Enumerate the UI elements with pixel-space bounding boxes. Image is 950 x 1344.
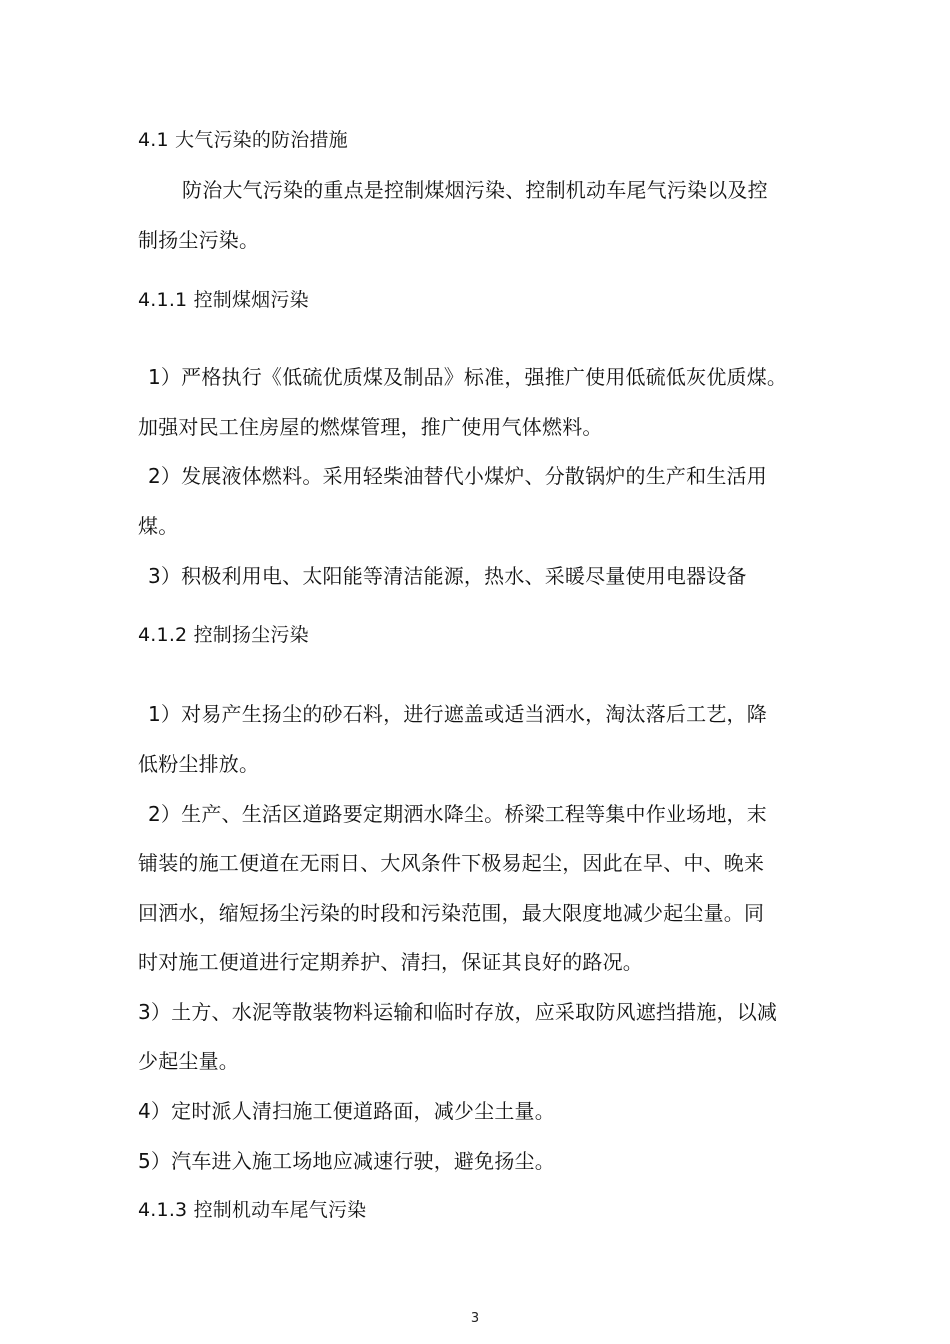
intro-line-1: 防治大气污染的重点是控制煤烟污染、控制机动车尾气污染以及控 (182, 178, 768, 202)
item-4-1-2-line-9: 4）定时派人清扫施工便道路面，减少尘土量。 (138, 1099, 555, 1123)
intro-line-2: 制扬尘污染。 (138, 228, 260, 252)
subsection-title-4-1-2: 4.1.2 控制扬尘污染 (138, 624, 309, 646)
item-4-1-1-line-4: 煤。 (138, 514, 179, 538)
item-4-1-2-line-10: 5）汽车进入施工场地应减速行驶，避免扬尘。 (138, 1149, 555, 1173)
item-4-1-2-line-5: 回洒水，缩短扬尘污染的时段和污染范围，最大限度地减少起尘量。同 (138, 901, 765, 925)
item-4-1-2-line-2: 低粉尘排放。 (138, 752, 260, 776)
page-number: 3 (470, 1311, 480, 1326)
item-4-1-1-line-2: 加强对民工住房屋的燃煤管理，推广使用气体燃料。 (138, 415, 603, 439)
item-4-1-2-line-7: 3）土方、水泥等散装物料运输和临时存放，应采取防风遮挡措施，以减 (138, 1000, 778, 1024)
subsection-title-4-1-1: 4.1.1 控制煤烟污染 (138, 289, 309, 311)
subsection-title-4-1-3: 4.1.3 控制机动车尾气污染 (138, 1199, 367, 1221)
item-4-1-1-line-1: 1）严格执行《低硫优质煤及制品》标准，强推广使用低硫低灰优质煤。 (148, 365, 788, 389)
item-4-1-2-line-4: 铺装的施工便道在无雨日、大风条件下极易起尘，因此在早、中、晚来 (138, 851, 765, 875)
item-4-1-2-line-1: 1）对易产生扬尘的砂石料，进行遮盖或适当洒水，淘汰落后工艺，降 (148, 702, 767, 726)
item-4-1-2-line-6: 时对施工便道进行定期养护、清扫，保证其良好的路况。 (138, 950, 643, 974)
item-4-1-2-line-3: 2）生产、生活区道路要定期洒水降尘。桥梁工程等集中作业场地，末 (148, 802, 767, 826)
item-4-1-2-line-8: 少起尘量。 (138, 1049, 239, 1073)
item-4-1-1-line-5: 3）积极利用电、太阳能等清洁能源，热水、采暖尽量使用电器设备 (148, 564, 747, 588)
item-4-1-1-line-3: 2）发展液体燃料。采用轻柴油替代小煤炉、分散锅炉的生产和生活用 (148, 464, 767, 488)
section-title: 4.1 大气污染的防治措施 (138, 129, 348, 151)
